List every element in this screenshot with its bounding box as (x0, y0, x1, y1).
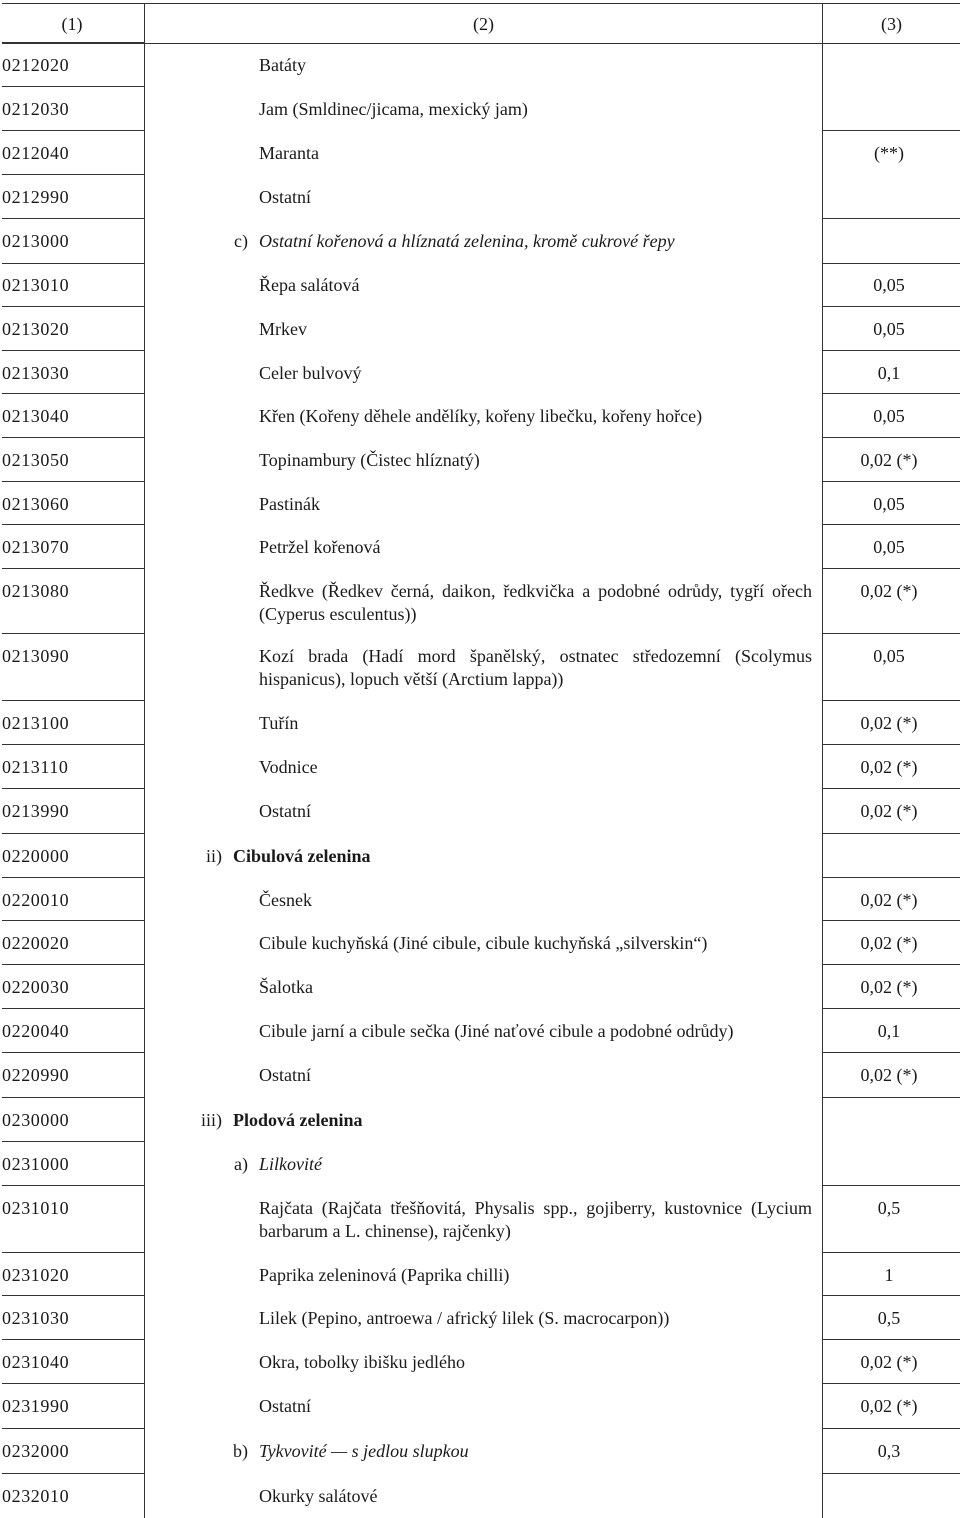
row-limit-value: 0,05 (873, 319, 905, 339)
row-code: 0213080 (2, 581, 70, 601)
row-description: Ostatní (259, 801, 311, 821)
row-code: 0231000 (2, 1154, 70, 1174)
row-separator (822, 788, 960, 789)
row-description: Rajčata (Rajčata třešňovitá, Physalis spp., gojiberry, kustovnice (Lycium barbarum a L. chinense), rajčenky) (259, 1198, 812, 1241)
header-bottom-border (2, 43, 960, 44)
row-limit-value: 0,3 (877, 1441, 901, 1461)
row-description: Ostatní kořenová a hlíznatá zelenina, kromě cukrové řepy (259, 231, 675, 251)
row-code: 0231010 (2, 1198, 70, 1218)
row-separator (822, 1473, 960, 1474)
row-description: Ostatní (259, 1396, 311, 1416)
row-limit-value: 0,02 (*) (860, 1352, 918, 1372)
row-code: 0220030 (2, 977, 70, 997)
row-separator (2, 263, 144, 264)
row-separator (822, 130, 960, 131)
row-limit-value: 0,1 (877, 1021, 901, 1041)
row-level-marker: c) (234, 231, 248, 251)
row-separator (2, 1473, 144, 1474)
row-separator (2, 437, 144, 438)
row-description: Celer bulvový (259, 363, 362, 383)
row-separator (2, 1339, 144, 1340)
row-limit-value: 0,02 (*) (860, 450, 918, 470)
row-limit-value: 0,02 (*) (860, 933, 918, 953)
row-code: 0213000 (2, 231, 70, 251)
row-separator (822, 524, 960, 525)
row-separator (822, 350, 960, 351)
row-code: 0212020 (2, 55, 70, 75)
row-description: Paprika zeleninová (Paprika chilli) (259, 1265, 510, 1285)
row-separator (822, 306, 960, 307)
row-separator (2, 1185, 144, 1186)
row-separator (2, 1295, 144, 1296)
row-separator (822, 1252, 960, 1253)
row-description: Ředkve (Ředkev černá, daikon, ředkvička a podobné odrůdy, tygří ořech (Cyperus esculentus)) (259, 581, 812, 624)
row-code: 0220020 (2, 933, 70, 953)
row-separator (2, 524, 144, 525)
row-separator (822, 700, 960, 701)
row-level-marker: b) (233, 1441, 248, 1461)
row-separator (2, 877, 144, 878)
row-code: 0230000 (2, 1110, 70, 1130)
row-separator (2, 218, 144, 219)
row-separator (2, 633, 144, 634)
row-separator (822, 1052, 960, 1053)
row-description: Pastinák (259, 494, 320, 514)
row-code: 0213020 (2, 319, 70, 339)
row-separator (2, 481, 144, 482)
row-description: Maranta (259, 143, 319, 163)
row-limit-value: 0,02 (*) (860, 1396, 918, 1416)
row-limit-value: 0,5 (877, 1308, 901, 1328)
row-separator (822, 568, 960, 569)
row-separator (2, 86, 144, 87)
row-limit-value: 0,05 (873, 494, 905, 514)
header-col1: (1) (61, 14, 83, 34)
row-code: 0213990 (2, 801, 70, 821)
header-col2: (2) (473, 14, 494, 34)
row-code: 0231990 (2, 1396, 70, 1416)
row-separator (822, 920, 960, 921)
row-separator (822, 481, 960, 482)
row-separator (2, 920, 144, 921)
row-description: Lilkovité (259, 1154, 322, 1174)
row-level-marker: ii) (206, 846, 222, 866)
row-separator (822, 218, 960, 219)
row-description: Tykvovité — s jedlou slupkou (259, 1441, 469, 1461)
row-limit-value: 0,1 (877, 363, 901, 383)
row-description: Křen (Kořeny děhele andělíky, kořeny libečku, kořeny hořce) (259, 406, 703, 426)
row-code: 0213090 (2, 646, 70, 666)
row-description: Topinambury (Čistec hlíznatý) (259, 450, 480, 470)
row-code: 0231040 (2, 1352, 70, 1372)
row-code: 0213050 (2, 450, 70, 470)
row-description: Kozí brada (Hadí mord španělský, ostnatec středozemní (Scolymus hispanicus), lopuch větší (Arctium lappa)) (259, 646, 812, 689)
table-top-border (2, 3, 960, 4)
row-description: Česnek (259, 890, 312, 910)
row-separator (2, 700, 144, 701)
row-separator (2, 393, 144, 394)
row-separator (822, 1383, 960, 1384)
row-limit-value: 0,02 (*) (860, 977, 918, 997)
row-code: 0213100 (2, 713, 70, 733)
row-description: Cibule jarní a cibule sečka (Jiné naťové cibule a podobné odrůdy) (259, 1021, 734, 1041)
row-separator (822, 633, 960, 634)
row-separator (2, 833, 144, 834)
row-code: 0231030 (2, 1308, 70, 1328)
row-description: Batáty (259, 55, 306, 75)
row-separator (822, 833, 960, 834)
row-description: Plodová zelenina (233, 1110, 363, 1130)
row-separator (2, 174, 144, 175)
row-separator (822, 1097, 960, 1098)
row-limit-value: 0,05 (873, 275, 905, 295)
row-limit-value: 0,02 (*) (860, 890, 918, 910)
row-separator (822, 744, 960, 745)
row-separator (2, 1252, 144, 1253)
row-description: Cibule kuchyňská (Jiné cibule, cibule kuchyňská „silverskin“) (259, 933, 708, 953)
row-description: Tuřín (259, 713, 299, 733)
row-separator (822, 393, 960, 394)
row-level-marker: a) (234, 1154, 248, 1174)
row-separator (822, 263, 960, 264)
row-limit-value: 0,02 (*) (860, 801, 918, 821)
row-code: 0220990 (2, 1065, 70, 1085)
row-separator (2, 1052, 144, 1053)
row-limit-value: 0,5 (877, 1198, 901, 1218)
row-limit-value: 0,05 (873, 537, 905, 557)
row-limit-value: 0,02 (*) (860, 1065, 918, 1085)
row-description: Vodnice (259, 757, 318, 777)
row-separator (2, 130, 144, 131)
row-separator (822, 1185, 960, 1186)
row-limit-value: 0,02 (*) (860, 757, 918, 777)
row-description: Ostatní (259, 187, 311, 207)
row-separator (2, 1008, 144, 1009)
row-code: 0220040 (2, 1021, 70, 1041)
row-separator (822, 1428, 960, 1429)
row-limit-value: (**) (874, 143, 904, 163)
row-separator (2, 788, 144, 789)
row-separator (2, 1428, 144, 1429)
row-description: Řepa salátová (259, 275, 360, 295)
row-description: Lilek (Pepino, antroewa / africký lilek (S. macrocarpon)) (259, 1308, 670, 1328)
row-code: 0212040 (2, 143, 70, 163)
row-code: 0232010 (2, 1486, 70, 1506)
row-description: Cibulová zelenina (233, 846, 371, 866)
row-separator (822, 1008, 960, 1009)
row-description: Ostatní (259, 1065, 311, 1085)
row-separator (2, 306, 144, 307)
row-limit-value: 0,05 (873, 406, 905, 426)
row-code: 0232000 (2, 1441, 70, 1461)
row-separator (2, 568, 144, 569)
row-limit-value: 0,05 (873, 646, 905, 666)
row-separator (822, 437, 960, 438)
row-description: Petržel kořenová (259, 537, 381, 557)
row-separator (822, 877, 960, 878)
row-description: Okra, tobolky ibišku jedlého (259, 1352, 465, 1372)
row-code: 0213110 (2, 757, 69, 777)
row-limit-value: 0,02 (*) (860, 581, 918, 601)
row-separator (822, 1295, 960, 1296)
row-description: Jam (Smldinec/jicama, mexický jam) (259, 99, 528, 119)
row-code: 0231020 (2, 1265, 70, 1285)
row-description: Šalotka (259, 977, 313, 997)
row-code: 0213070 (2, 537, 70, 557)
row-limit-value: 0,02 (*) (860, 713, 918, 733)
row-separator (2, 744, 144, 745)
row-description: Mrkev (259, 319, 307, 339)
row-separator (822, 964, 960, 965)
row-code: 0213010 (2, 275, 70, 295)
row-separator (2, 1141, 144, 1142)
row-separator (2, 350, 144, 351)
row-level-marker: iii) (201, 1110, 222, 1130)
row-code: 0213060 (2, 494, 70, 514)
row-separator (2, 964, 144, 965)
row-separator (2, 42, 144, 43)
row-code: 0213040 (2, 406, 70, 426)
row-code: 0220000 (2, 846, 70, 866)
row-code: 0212030 (2, 99, 70, 119)
row-code: 0212990 (2, 187, 70, 207)
row-code: 0220010 (2, 890, 70, 910)
row-separator (822, 1339, 960, 1340)
row-separator (2, 1097, 144, 1098)
row-code: 0213030 (2, 363, 70, 383)
header-col3: (3) (881, 14, 902, 34)
row-separator (2, 1383, 144, 1384)
row-description: Okurky salátové (259, 1486, 378, 1506)
row-limit-value: 1 (884, 1265, 894, 1285)
column-divider-1 (144, 3, 145, 1518)
